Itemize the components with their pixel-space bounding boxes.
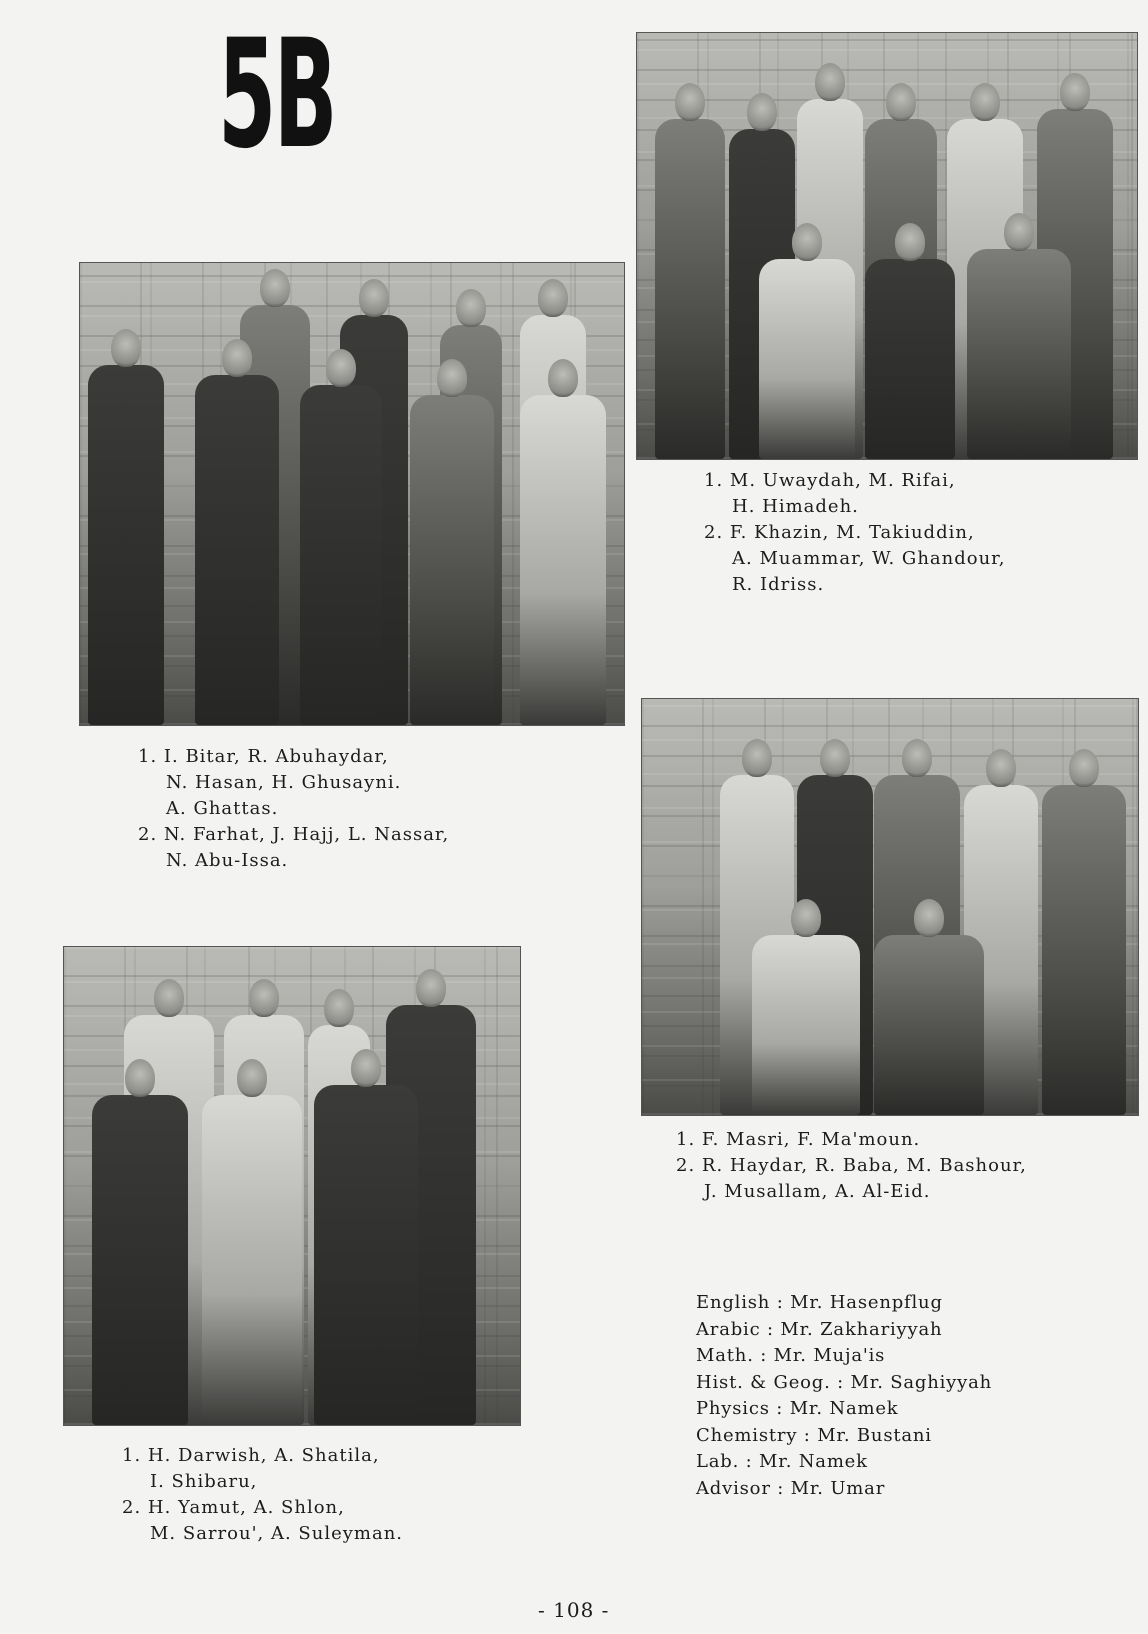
teacher-row: Hist. & Geog. : Mr. Saghiyyah: [696, 1371, 993, 1393]
teacher-row: Lab. : Mr. Namek: [696, 1451, 868, 1472]
class-photo-bottom-left: [63, 946, 521, 1426]
page-number: - 108 -: [538, 1598, 610, 1622]
caption-line: N. Hasan, H. Ghusayni.: [166, 772, 402, 793]
teachers-list: [696, 1290, 992, 1502]
caption-top-left: [138, 744, 449, 874]
teacher-row: Chemistry : Mr. Bustani: [696, 1424, 932, 1446]
caption-line: N. Abu-Issa.: [166, 850, 289, 871]
class-photo-middle-right: [641, 698, 1139, 1116]
caption-line: H. Himadeh.: [732, 496, 859, 517]
caption-line: M. Sarrou', A. Suleyman.: [150, 1523, 404, 1544]
class-photo-top-left: [79, 262, 625, 726]
teacher-row: Arabic : Mr. Zakhariyyah: [696, 1318, 943, 1340]
caption-line: I. Shibaru,: [150, 1471, 258, 1492]
teacher-row: English : Mr. Hasenpflug: [696, 1292, 943, 1313]
caption-top-right: [704, 468, 1006, 598]
teacher-row: Physics : Mr. Namek: [696, 1398, 899, 1419]
caption-line: 2. F. Khazin, M. Takiuddin,: [704, 522, 975, 543]
teacher-row: Math. : Mr. Muja'is: [696, 1345, 886, 1366]
caption-line: 1. F. Masri, F. Ma'moun.: [676, 1129, 921, 1150]
caption-line: 1. H. Darwish, A. Shatila,: [122, 1445, 380, 1466]
caption-middle-right: [676, 1127, 1027, 1205]
caption-line: 2. H. Yamut, A. Shlon,: [122, 1497, 345, 1518]
caption-bottom-left: [122, 1443, 403, 1547]
caption-line: 1. I. Bitar, R. Abuhaydar,: [138, 746, 389, 767]
caption-line: J. Musallam, A. Al-Eid.: [704, 1181, 931, 1202]
caption-line: 2. N. Farhat, J. Hajj, L. Nassar,: [138, 824, 450, 845]
caption-line: A. Muammar, W. Ghandour,: [732, 548, 1006, 569]
class-photo-top-right: [636, 32, 1138, 460]
caption-line: 2. R. Haydar, R. Baba, M. Bashour,: [676, 1155, 1027, 1176]
class-title: 5B: [218, 8, 336, 182]
teacher-row: Advisor : Mr. Umar: [696, 1477, 886, 1499]
caption-line: A. Ghattas.: [166, 798, 279, 819]
caption-line: 1. M. Uwaydah, M. Rifai,: [704, 470, 956, 491]
caption-line: R. Idriss.: [732, 574, 825, 595]
